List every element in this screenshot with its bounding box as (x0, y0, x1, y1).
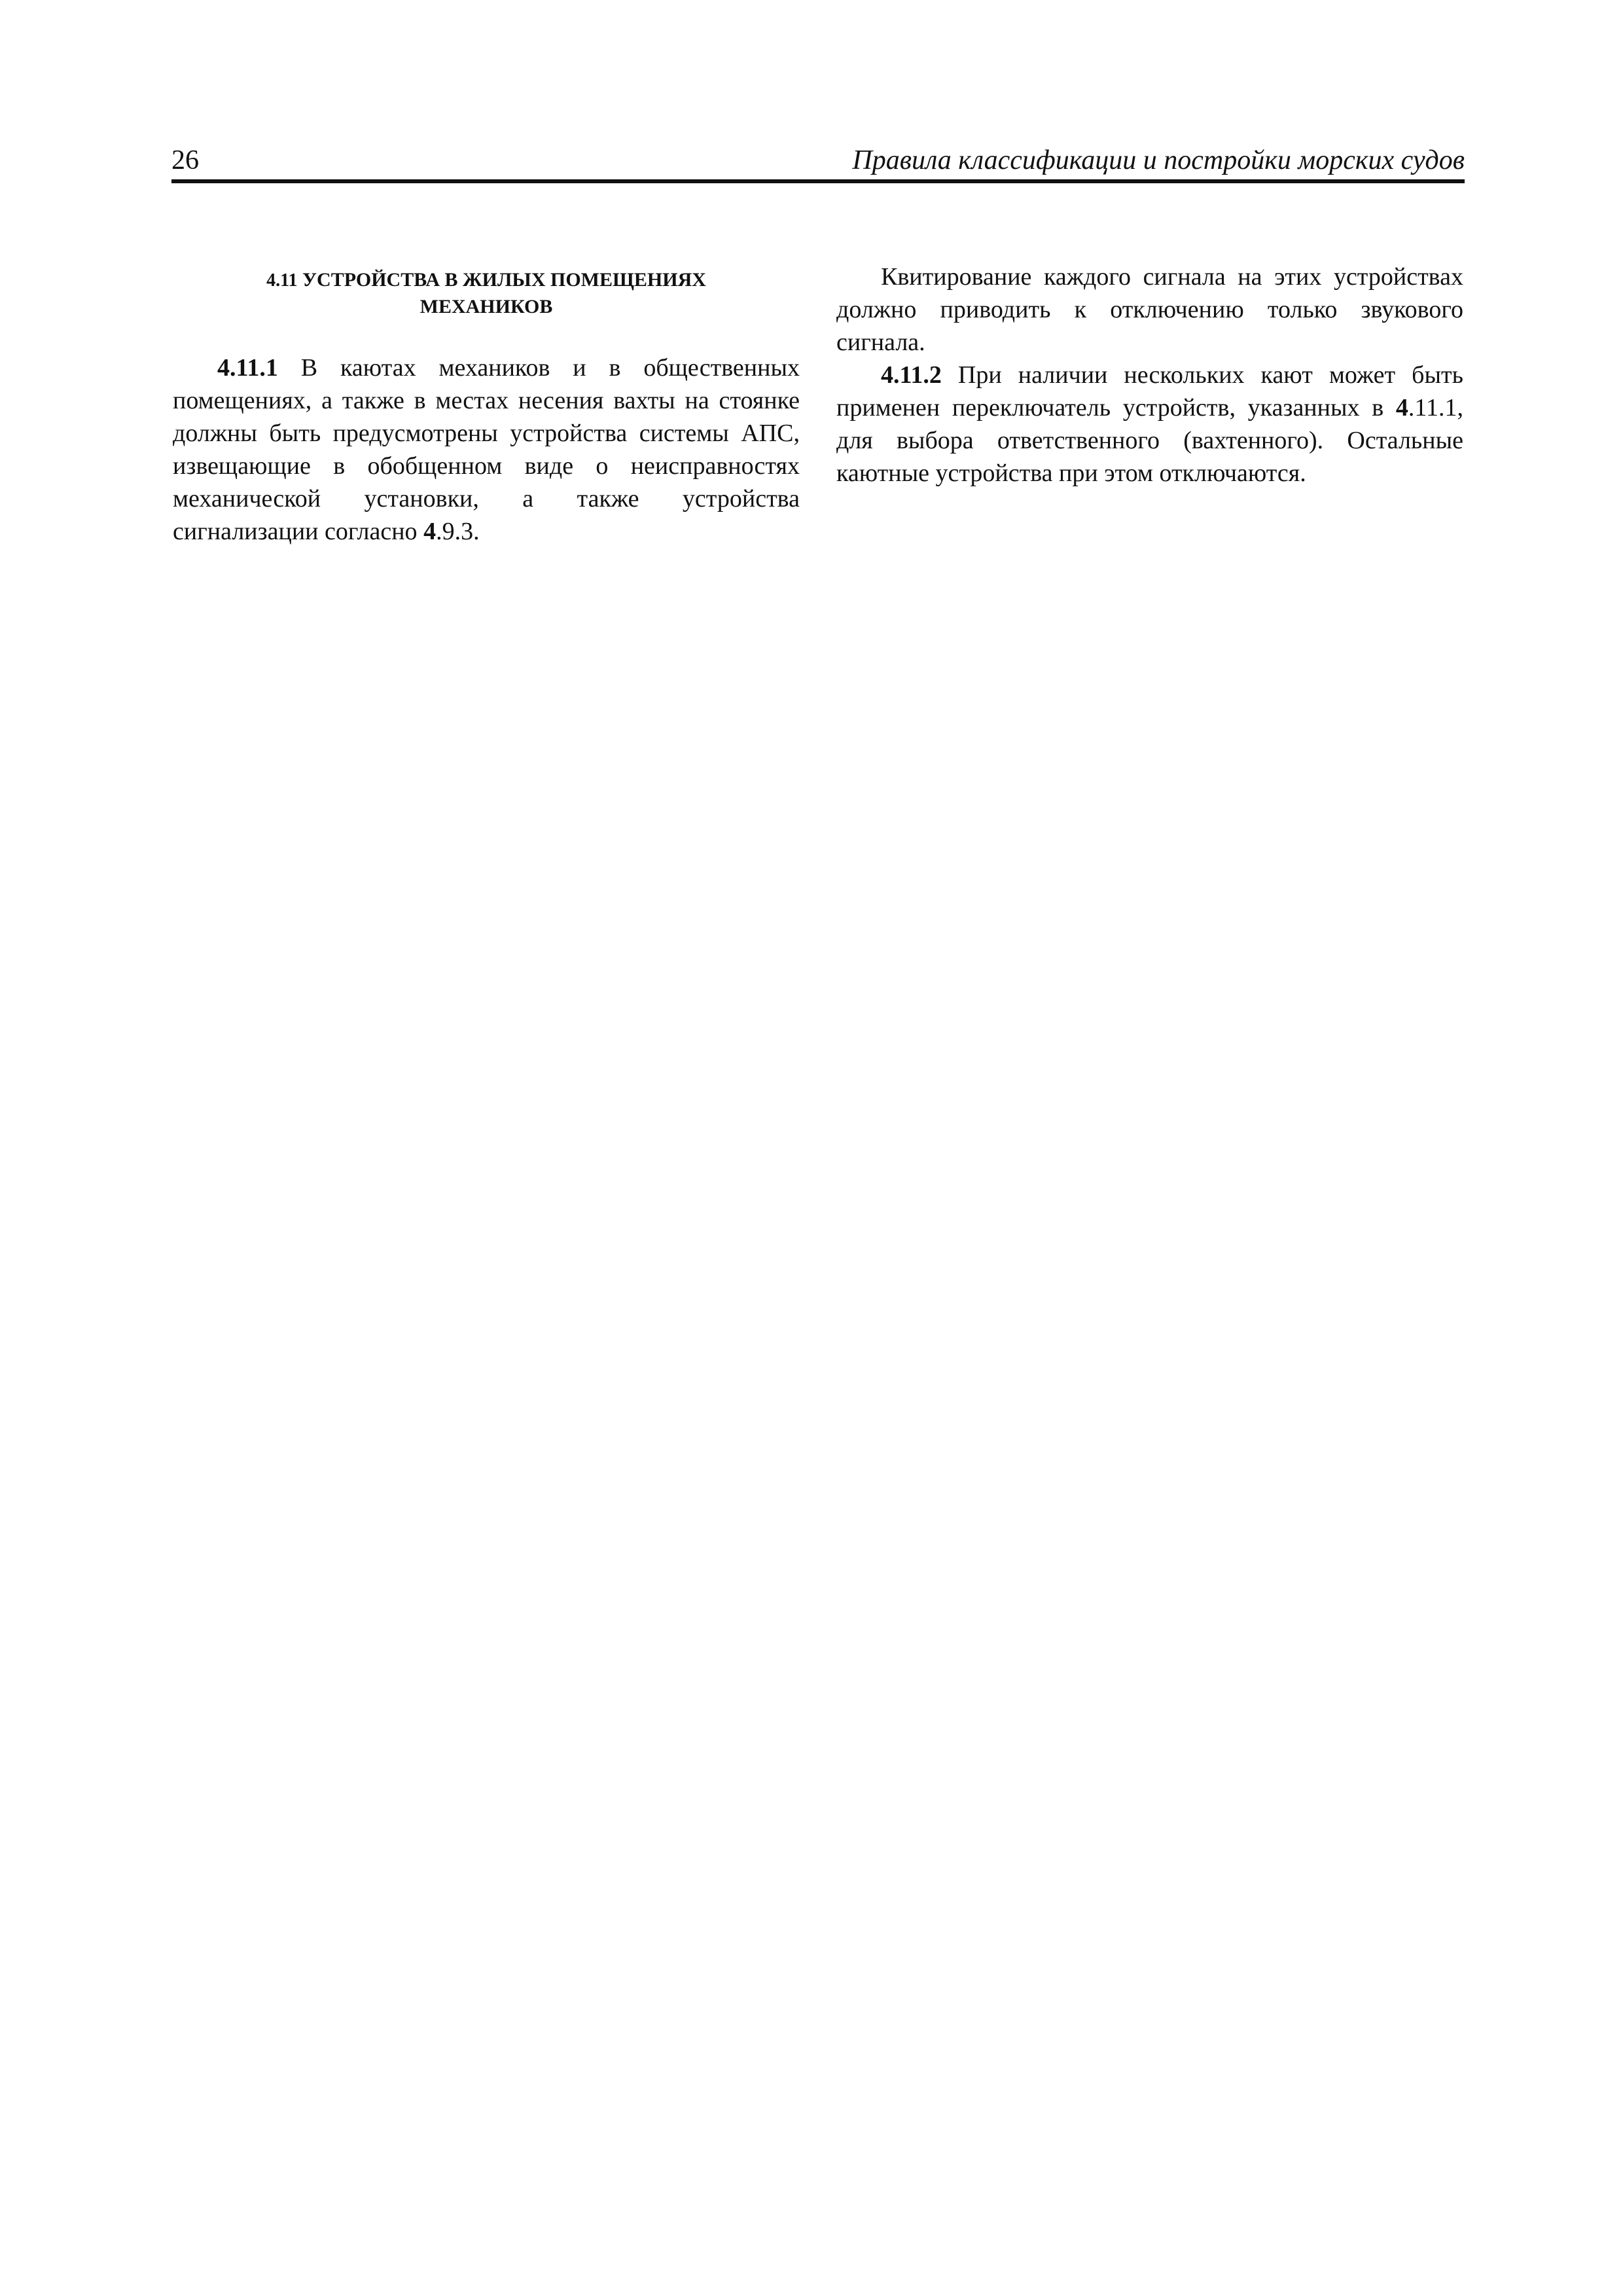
section-number: 4.11 (266, 270, 298, 291)
heading-spacer (173, 320, 800, 351)
paragraph-text: В каютах механиков и в общественных помещениях, а также в местах несения вахты на стоянке должны быть предусмотрены устройства системы АПС, извещающие в обобщенном виде о неисправностях механической установки, а также устройства сигнализации согласно (173, 354, 800, 545)
section-title-line1: УСТРОЙСТВА В ЖИЛЫХ ПОМЕЩЕНИЯХ (302, 269, 706, 291)
right-column (836, 260, 1463, 490)
paragraph-text-continued: , для выбора ответственного (вахтенного). Остальные каютные устройства при этом отключаются. (836, 394, 1463, 487)
paragraph-4-11-2 (836, 359, 1463, 490)
reference-chapter: 4 (1395, 394, 1408, 422)
section-heading (173, 267, 800, 320)
running-title: Правила классификации и постройки морских судов (852, 145, 1465, 175)
paragraph-number: 4.11.1 (217, 354, 278, 382)
left-column (173, 260, 800, 548)
paragraph-text: При наличии нескольких кают может быть применен переключатель устройств, указанных в (836, 361, 1463, 422)
section-title-line2: МЕХАНИКОВ (419, 296, 553, 317)
paragraph-number: 4.11.2 (881, 361, 942, 389)
paragraph-text: Квитирование каждого сигнала на этих устройствах должно приводить к отключению только звукового сигнала. (836, 263, 1463, 356)
reference-rest: .9.3. (436, 518, 480, 545)
reference-chapter: 4 (423, 518, 437, 545)
page-number: 26 (171, 145, 199, 175)
paragraph-acknowledgement (836, 260, 1463, 359)
page-header (171, 143, 1465, 183)
paragraph-4-11-1 (173, 351, 800, 548)
reference-rest: .11.1 (1408, 394, 1457, 422)
